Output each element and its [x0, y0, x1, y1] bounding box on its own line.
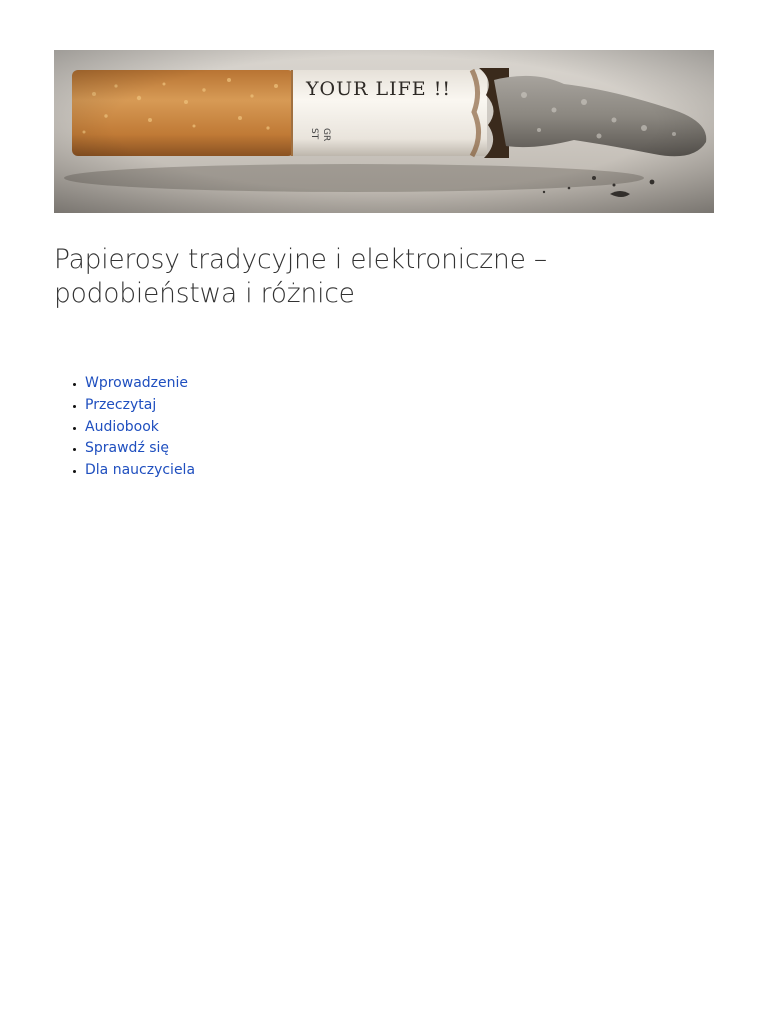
page-title: Papierosy tradycyjne i elektroniczne – podobieństwa i różnice	[54, 244, 547, 309]
nav-link-sprawdz-sie[interactable]: Sprawdź się	[85, 440, 170, 457]
nav-item-dla-nauczyciela	[85, 460, 195, 482]
banner-caption: YOUR LIFE !!	[306, 78, 451, 100]
section-navigation	[54, 373, 195, 482]
nav-item-sprawdz-sie	[85, 438, 195, 460]
header-banner-image	[54, 50, 714, 213]
nav-item-wprowadzenie	[85, 373, 195, 395]
nav-link-dla-nauczyciela[interactable]: Dla nauczyciela	[85, 462, 196, 479]
nav-item-audiobook	[85, 417, 195, 439]
nav-link-wprowadzenie[interactable]: Wprowadzenie	[85, 375, 188, 391]
nav-link-audiobook[interactable]: Audiobook	[85, 418, 159, 435]
nav-item-przeczytaj	[85, 395, 195, 417]
nav-link-przeczytaj[interactable]: Przeczytaj	[85, 396, 157, 413]
cigarette-illustration	[54, 50, 714, 213]
